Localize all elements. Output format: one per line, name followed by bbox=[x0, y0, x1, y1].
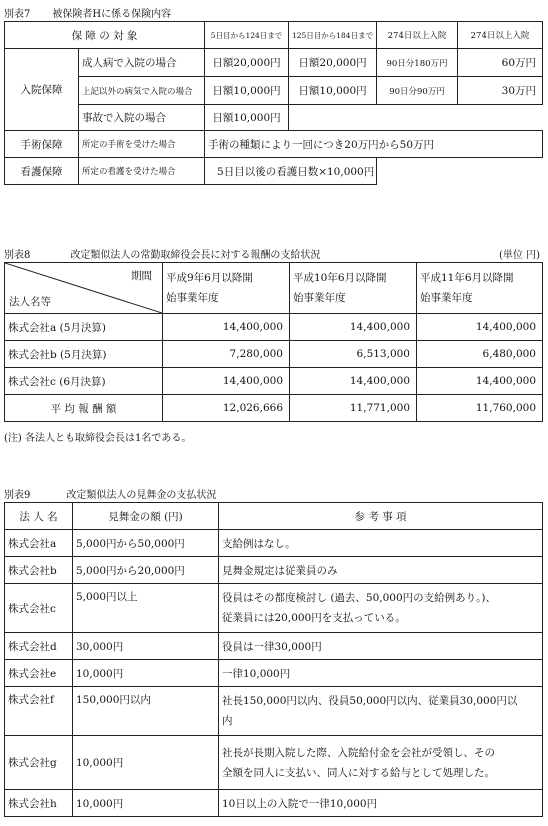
table9-note: 役員はその都度検討し (過去、50,000円の支給例あり。)、 従業員には20,000円を支払っている。 bbox=[219, 584, 543, 633]
table8-corp-name: 株式会社b (5月決算) bbox=[5, 341, 163, 368]
table7-row bbox=[5, 158, 543, 185]
table8-cell: 11,771,000 bbox=[290, 395, 417, 422]
table9-corp-name: 株式会社d bbox=[5, 633, 73, 660]
table7-nyuin-label: 入院保障 bbox=[5, 49, 79, 131]
table7-cell: 成人病で入院の場合 bbox=[79, 49, 205, 77]
table8 bbox=[4, 262, 543, 422]
table7-cell: 日額10,000円 bbox=[205, 77, 289, 105]
table7-cell: 60万円 bbox=[458, 49, 543, 77]
table7-cell: 所定の手術を受けた場合 bbox=[79, 131, 205, 158]
table8-corner-corp: 法人名等 bbox=[9, 296, 51, 308]
table8-corner bbox=[5, 263, 163, 314]
table7-cell: 手術の種類により一回につき20万円から50万円 bbox=[205, 131, 543, 158]
table9-note: 見舞金規定は従業員のみ bbox=[219, 557, 543, 584]
table7-header-row bbox=[5, 22, 543, 49]
table8-note: (注) 各法人とも取締役会長は1名である。 bbox=[4, 433, 192, 444]
table9-row bbox=[5, 584, 543, 633]
table9-corp-name: 株式会社g bbox=[5, 736, 73, 790]
table7-row bbox=[5, 49, 543, 77]
table9-note: 社長150,000円以内、役員50,000円以内、従業員30,000円以 内 bbox=[219, 687, 543, 736]
table7-row bbox=[5, 131, 543, 158]
table9-row bbox=[5, 633, 543, 660]
table9-note: 支給例はなし。 bbox=[219, 530, 543, 557]
table7-cell: 日額10,000円 bbox=[205, 105, 289, 131]
table9-note: 10日以上の入院で一律10,000円 bbox=[219, 790, 543, 817]
table7-shujutsu-label: 手術保障 bbox=[5, 131, 79, 158]
table8-caption bbox=[4, 246, 320, 261]
table8-cell: 14,400,000 bbox=[290, 368, 417, 395]
table9-amount: 10,000円 bbox=[73, 660, 219, 687]
table9-row bbox=[5, 790, 543, 817]
table8-header-row bbox=[5, 263, 543, 314]
table8-corp-name: 株式会社a (5月決算) bbox=[5, 314, 163, 341]
table7-cell: 所定の看護を受けた場合 bbox=[79, 158, 205, 185]
table7-kango-label: 看護保障 bbox=[5, 158, 79, 185]
table7-cell: 90日分90万円 bbox=[377, 77, 458, 105]
table9-row bbox=[5, 660, 543, 687]
table7-caption-title: 被保険者Hに係る保険内容 bbox=[52, 9, 172, 20]
table8-average-label: 平 均 報 酬 額 bbox=[5, 395, 163, 422]
table8-cell: 11,760,000 bbox=[417, 395, 543, 422]
table7-header-period4: 274日以上入院 bbox=[458, 22, 543, 49]
table7-cell: 上記以外の病気で入院の場合 bbox=[79, 77, 205, 105]
table9-note: 一律10,000円 bbox=[219, 660, 543, 687]
table9-row bbox=[5, 736, 543, 790]
table9-corp-name: 株式会社e bbox=[5, 660, 73, 687]
table9-header-row bbox=[5, 503, 543, 530]
table8-cell: 14,400,000 bbox=[417, 314, 543, 341]
table9-amount: 5,000円以上 bbox=[73, 584, 219, 633]
table7-blank bbox=[377, 158, 543, 185]
table9-row bbox=[5, 687, 543, 736]
table7-cell: 5日目以後の看護日数×10,000円 bbox=[205, 158, 377, 185]
table9-row bbox=[5, 530, 543, 557]
table8-unit: (単位 円) bbox=[499, 250, 540, 261]
table7-cell: 90日分180万円 bbox=[377, 49, 458, 77]
table8-corp-name: 株式会社c (6月決算) bbox=[5, 368, 163, 395]
table9-note: 社長が長期入院した際、入院給付金を会社が受領し、その 全額を同人に支払い、同人に対する給与として処理した。 bbox=[219, 736, 543, 790]
table8-cell: 6,513,000 bbox=[290, 341, 417, 368]
table9-caption-title: 改定類似法人の見舞金の支払状況 bbox=[66, 490, 217, 501]
table9-row bbox=[5, 557, 543, 584]
table7-header-period1: 5日目から124日まで bbox=[205, 22, 289, 49]
table7-header-period3: 274日以上入院 bbox=[377, 22, 458, 49]
table9-note: 役員は一律30,000円 bbox=[219, 633, 543, 660]
table9-corp-name: 株式会社b bbox=[5, 557, 73, 584]
table7-cell: 日額10,000円 bbox=[289, 77, 377, 105]
table9-corp-name: 株式会社c bbox=[5, 584, 73, 633]
table9-corp-name: 株式会社a bbox=[5, 530, 73, 557]
table8-row bbox=[5, 368, 543, 395]
table8-col-header: 平成10年6月以降開 始事業年度 bbox=[290, 263, 417, 314]
table8-average-row bbox=[5, 395, 543, 422]
table7-caption bbox=[4, 5, 171, 20]
table9-amount: 30,000円 bbox=[73, 633, 219, 660]
table8-caption-title: 改定類似法人の常勤取締役会長に対する報酬の支給状況 bbox=[70, 250, 321, 261]
table8-cell: 14,400,000 bbox=[290, 314, 417, 341]
table8-cell: 7,280,000 bbox=[163, 341, 290, 368]
table9-amount: 10,000円 bbox=[73, 790, 219, 817]
table9 bbox=[4, 502, 543, 817]
table7-caption-no: 別表7 bbox=[4, 9, 31, 20]
table9-amount: 150,000円以内 bbox=[73, 687, 219, 736]
table8-cell: 14,400,000 bbox=[163, 314, 290, 341]
table8-cell: 14,400,000 bbox=[163, 368, 290, 395]
table9-corp-name: 株式会社f bbox=[5, 687, 73, 736]
table7-header-period2: 125日目から184日まで bbox=[289, 22, 377, 49]
table9-caption-no: 別表9 bbox=[4, 490, 31, 501]
table8-cell: 14,400,000 bbox=[417, 368, 543, 395]
table9-amount: 5,000円から20,000円 bbox=[73, 557, 219, 584]
table8-row bbox=[5, 314, 543, 341]
table8-caption-no: 別表8 bbox=[4, 250, 31, 261]
table8-corner-period: 期間 bbox=[131, 270, 152, 282]
table9-caption bbox=[4, 486, 216, 501]
table8-cell: 12,026,666 bbox=[163, 395, 290, 422]
table7-cell: 日額20,000円 bbox=[205, 49, 289, 77]
table9-header-name: 法 人 名 bbox=[5, 503, 73, 530]
table7-cell: 30万円 bbox=[458, 77, 543, 105]
table7-cell: 日額20,000円 bbox=[289, 49, 377, 77]
table9-amount: 10,000円 bbox=[73, 736, 219, 790]
table8-col-header: 平成9年6月以降開 始事業年度 bbox=[163, 263, 290, 314]
table8-cell: 6,480,000 bbox=[417, 341, 543, 368]
table7-header-object: 保 障 の 対 象 bbox=[5, 22, 205, 49]
table9-header-amount: 見舞金の額 (円) bbox=[73, 503, 219, 530]
table7-blank bbox=[289, 105, 543, 131]
table7-row bbox=[5, 105, 543, 131]
table8-col-header: 平成11年6月以降開 始事業年度 bbox=[417, 263, 543, 314]
table9-amount: 5,000円から50,000円 bbox=[73, 530, 219, 557]
table9-header-note: 参 考 事 項 bbox=[219, 503, 543, 530]
table8-row bbox=[5, 341, 543, 368]
table7-cell: 事故で入院の場合 bbox=[79, 105, 205, 131]
table7 bbox=[4, 21, 543, 185]
table9-corp-name: 株式会社h bbox=[5, 790, 73, 817]
table7-row bbox=[5, 77, 543, 105]
